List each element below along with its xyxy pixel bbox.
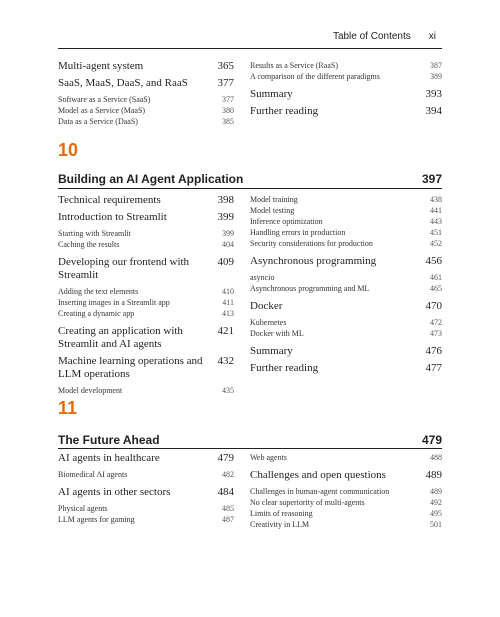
toc-section-entry[interactable]	[58, 325, 234, 351]
toc-entry-page: 452	[430, 239, 442, 248]
toc-subsection-entry[interactable]	[58, 116, 234, 127]
toc-entry-page: 456	[425, 255, 442, 267]
toc-entry-title: Further reading	[250, 105, 319, 117]
toc-entry-title: Data as a Service (DaaS)	[58, 117, 138, 126]
toc-entry-page: 393	[425, 88, 442, 100]
toc-entry-page: 482	[222, 470, 234, 479]
toc-subsection-entry[interactable]	[250, 194, 442, 205]
toc-entry-title: Handling errors in production	[250, 228, 346, 237]
chapter-10-heading[interactable]	[58, 172, 442, 186]
toc-section-entry[interactable]	[58, 60, 234, 73]
toc-entry-page: 394	[425, 105, 442, 117]
toc-entry-page: 495	[430, 509, 442, 518]
toc-entry-title: LLM agents for gaming	[58, 515, 135, 524]
toc-subsection-entry[interactable]	[58, 385, 234, 396]
toc-entry-page: 413	[222, 309, 234, 318]
toc-entry-title: AI agents in healthcare	[58, 452, 160, 464]
running-head	[333, 31, 436, 42]
toc-entry-title: Developing our frontend with Streamlit	[58, 256, 190, 281]
running-head-page-number: xi	[428, 31, 436, 42]
toc-entry-page: 435	[222, 386, 234, 395]
toc-section-entry[interactable]	[58, 77, 234, 90]
toc-entry-title: Inference optimization	[250, 217, 323, 226]
toc-entry-title: AI agents in other sectors	[58, 486, 171, 498]
toc-entry-title: Creating a dynamic app	[58, 309, 135, 318]
toc-entry-page: 441	[430, 206, 442, 215]
chapter-10-title: Building an AI Agent Application	[58, 172, 244, 186]
toc-subsection-entry[interactable]	[58, 239, 234, 250]
toc-entry-page: 377	[217, 77, 234, 89]
toc-entry-title: Challenges and open questions	[250, 469, 386, 481]
toc-entry-page: 432	[217, 355, 234, 367]
toc-entry-title: asyncio	[250, 273, 275, 282]
toc-entry-title: Physical agents	[58, 504, 108, 513]
toc-entry-page: 476	[425, 345, 442, 357]
toc-entry-page: 438	[430, 195, 442, 204]
toc-subsection-entry[interactable]	[58, 514, 234, 525]
chapter-10-number: 10	[58, 140, 79, 160]
toc-subsection-entry[interactable]	[58, 94, 234, 105]
chapter-11-heading[interactable]	[58, 433, 442, 447]
toc-entry-page: 465	[430, 284, 442, 293]
toc-subsection-entry[interactable]	[58, 228, 234, 239]
toc-subsection-entry[interactable]	[58, 286, 234, 297]
toc-entry-title: Starting with Streamlit	[58, 229, 131, 238]
toc-subsection-entry[interactable]	[250, 328, 442, 339]
toc-entry-page: 470	[425, 300, 442, 312]
toc-section-entry[interactable]	[250, 88, 442, 101]
toc-section-entry[interactable]	[250, 300, 442, 313]
toc-subsection-entry[interactable]	[250, 71, 442, 82]
toc-entry-page: 411	[222, 298, 234, 307]
toc-subsection-entry[interactable]	[58, 297, 234, 308]
toc-subsection-entry[interactable]	[250, 216, 442, 227]
toc-entry-page: 421	[217, 325, 234, 337]
toc-section-entry[interactable]	[58, 256, 234, 282]
toc-entry-title: Model development	[58, 386, 123, 395]
toc-entry-title: Adding the text elements	[58, 287, 139, 296]
toc-subsection-entry[interactable]	[58, 469, 234, 480]
toc-entry-page: 501	[430, 520, 442, 529]
toc-entry-page: 385	[222, 117, 234, 126]
toc-entry-title: Inserting images in a Streamlit app	[58, 298, 170, 307]
toc-column-right	[250, 452, 442, 530]
toc-subsection-entry[interactable]	[250, 452, 442, 463]
toc-entry-title: Kubernetes	[250, 318, 287, 327]
toc-entry-page: 484	[217, 486, 234, 498]
toc-entry-title: Caching the results	[58, 240, 120, 249]
toc-entry-page: 485	[222, 504, 234, 513]
toc-subsection-entry[interactable]	[58, 503, 234, 514]
toc-section-entry[interactable]	[250, 105, 442, 118]
toc-entry-page: 399	[222, 229, 234, 238]
toc-entry-page: 365	[217, 60, 234, 72]
toc-entry-title: Further reading	[250, 362, 319, 374]
toc-entry-page: 387	[430, 61, 442, 70]
toc-section-entry[interactable]	[58, 355, 234, 381]
toc-entry-title: Creativity in LLM	[250, 520, 310, 529]
toc-entry-title: Model testing	[250, 206, 295, 215]
chapter-11-title: The Future Ahead	[58, 433, 160, 447]
toc-entry-title: Biomedical AI agents	[58, 470, 128, 479]
toc-entry-title: Challenges in human-agent communication	[250, 487, 390, 496]
toc-subsection-entry[interactable]	[250, 283, 442, 294]
toc-entry-title: Asynchronous programming and ML	[250, 284, 370, 293]
toc-entry-title: Technical requirements	[58, 194, 161, 206]
toc-entry-page: 492	[430, 498, 442, 507]
toc-subsection-entry[interactable]	[250, 519, 442, 530]
toc-subsection-entry[interactable]	[250, 205, 442, 216]
toc-subsection-entry[interactable]	[250, 227, 442, 238]
chapter-10-page: 397	[421, 172, 442, 186]
toc-entry-title: No clear superiority of multi-agents	[250, 498, 365, 507]
toc-entry-title: Summary	[250, 88, 293, 100]
toc-section-entry[interactable]	[250, 469, 442, 482]
toc-entry-page: 477	[425, 362, 442, 374]
toc-section-entry[interactable]	[58, 452, 234, 465]
top-rule	[58, 48, 442, 49]
toc-subsection-entry[interactable]	[250, 508, 442, 519]
toc-subsection-entry[interactable]	[250, 486, 442, 497]
toc-entry-title: SaaS, MaaS, DaaS, and RaaS	[58, 77, 188, 89]
toc-entry-page: 377	[222, 95, 234, 104]
toc-entry-page: 479	[217, 452, 234, 464]
toc-section-entry[interactable]	[58, 211, 234, 224]
toc-entry-title: Machine learning operations and LLM operations	[58, 355, 203, 380]
toc-entry-page: 472	[430, 318, 442, 327]
toc-entry-page: 389	[430, 72, 442, 81]
chapter-11-page: 479	[421, 433, 442, 447]
toc-section-entry[interactable]	[58, 486, 234, 499]
toc-entry-page: 488	[430, 453, 442, 462]
toc-entry-page: 461	[430, 273, 442, 282]
toc-entry-page: 473	[430, 329, 442, 338]
toc-subsection-entry[interactable]	[250, 60, 442, 71]
toc-entry-title: Results as a Service (RaaS)	[250, 61, 338, 70]
toc-column-left	[58, 194, 234, 396]
toc-entry-title: A comparison of the different paradigms	[250, 72, 380, 81]
toc-column-right	[250, 194, 442, 375]
toc-entry-page: 443	[430, 217, 442, 226]
toc-subsection-entry[interactable]	[58, 105, 234, 116]
toc-section-entry[interactable]	[58, 194, 234, 207]
toc-subsection-entry[interactable]	[58, 308, 234, 319]
toc-column-right	[250, 60, 442, 118]
toc-entry-title: Asynchronous programming	[250, 255, 377, 267]
toc-entry-page: 451	[430, 228, 442, 237]
chapter-11-number: 11	[58, 398, 78, 418]
toc-entry-page: 489	[430, 487, 442, 496]
toc-entry-title: Docker with ML	[250, 329, 304, 338]
toc-entry-page: 410	[222, 287, 234, 296]
toc-entry-title: Docker	[250, 300, 283, 312]
toc-entry-title: Summary	[250, 345, 293, 357]
toc-section-entry[interactable]	[250, 345, 442, 358]
toc-subsection-entry[interactable]	[250, 238, 442, 249]
toc-column-left	[58, 60, 234, 127]
toc-entry-page: 404	[222, 240, 234, 249]
toc-entry-page: 489	[425, 469, 442, 481]
toc-entry-title: Security considerations for production	[250, 239, 373, 248]
toc-entry-title: Limits of reasoning	[250, 509, 313, 518]
toc-entry-title: Multi-agent system	[58, 60, 144, 72]
toc-entry-page: 409	[217, 256, 234, 268]
toc-entry-title: Web agents	[250, 453, 287, 462]
toc-entry-page: 398	[217, 194, 234, 206]
toc-subsection-entry[interactable]	[250, 317, 442, 328]
toc-entry-title: Model training	[250, 195, 298, 204]
toc-entry-page: 380	[222, 106, 234, 115]
toc-column-left	[58, 452, 234, 525]
toc-entry-title: Creating an application with Streamlit and AI agents	[58, 325, 183, 350]
toc-entry-title: Introduction to Streamlit	[58, 211, 167, 223]
running-head-title: Table of Contents	[332, 31, 411, 42]
toc-entry-title: Software as a Service (SaaS)	[58, 95, 151, 104]
chapter-10-rule	[58, 188, 442, 189]
toc-entry-title: Model as a Service (MaaS)	[58, 106, 146, 115]
chapter-11-rule	[58, 448, 442, 449]
toc-entry-page: 399	[217, 211, 234, 223]
toc-entry-page: 487	[222, 515, 234, 524]
toc-subsection-entry[interactable]	[250, 272, 442, 283]
toc-section-entry[interactable]	[250, 362, 442, 375]
toc-section-entry[interactable]	[250, 255, 442, 268]
toc-subsection-entry[interactable]	[250, 497, 442, 508]
